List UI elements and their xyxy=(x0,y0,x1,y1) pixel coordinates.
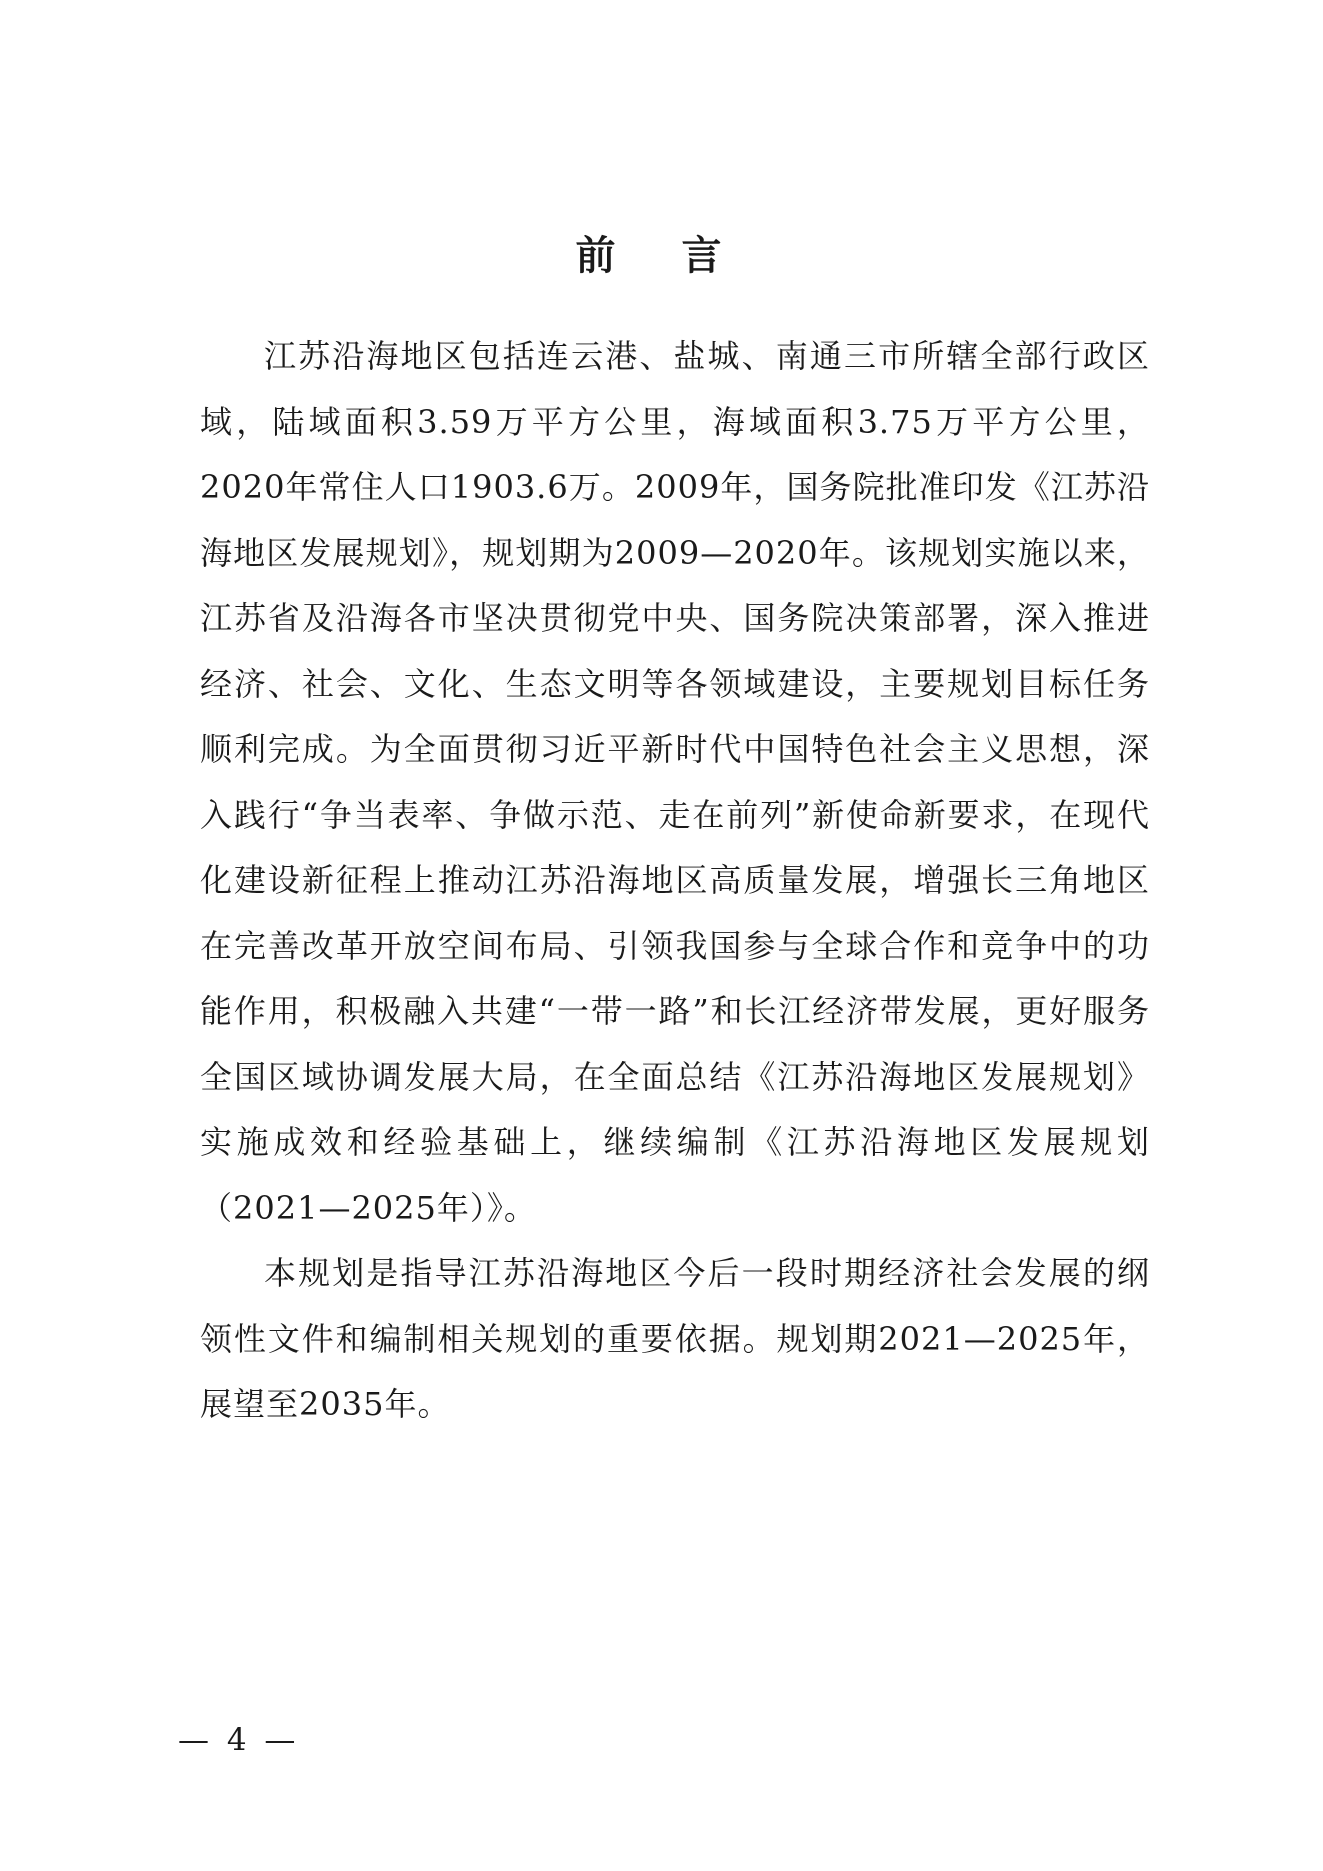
page-number: — 4 — xyxy=(178,1722,300,1758)
page-title: 前 言 xyxy=(575,232,748,279)
document-body xyxy=(200,324,1150,1438)
paragraph-purpose: 本规划是指导江苏沿海地区今后一段时期经济社会发展的纲领性文件和编制相关规划的重要依据。规划期2021—2025年，展望至2035年。 xyxy=(200,1254,1150,1423)
paragraph-intro: 江苏沿海地区包括连云港、盐城、南通三市所辖全部行政区域，陆域面积3.59万平方公里，海域面积3.75万平方公里，2020年常住人口1903.6万。2009年，国务院批准印发《江苏沿海地区发展规划》，规划期为2009—2020年。该规划实施以来，江苏省及沿海各市坚决贯彻党中央、国务院决策部署，深入推进经济、社会、文化、生态文明等各领域建设，主要规划目标任务顺利完成。为全面贯彻习近平新时代中国特色社会主义思想，深入践行“争当表率、争做示范、走在前列”新使命新要求，在现代化建设新征程上推动江苏沿海地区高质量发展，增强长三角地区在完善改革开放空间布局、引领我国参与全球合作和竞争中的功能作用，积极融入共建“一带一路”和长江经济带发展，更好服务全国区域协调发展大局，在全面总结《江苏沿海地区发展规划》实施成效和经验基础上，继续编制《江苏沿海地区发展规划（2021—2025年）》。 xyxy=(200,337,1150,1227)
